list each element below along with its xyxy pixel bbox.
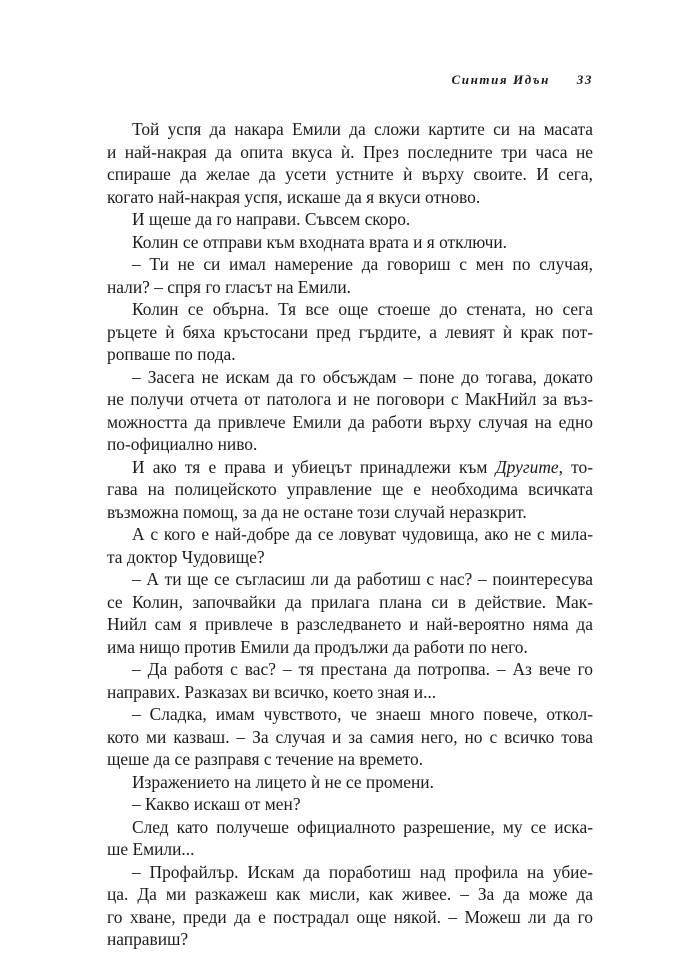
text-line: Той успя да накара Емили да сложи картите си на масата bbox=[132, 119, 593, 139]
text-line: ръцете ѝ бяха кръстосани пред гърдите, а левият ѝ крак пот- bbox=[107, 321, 593, 342]
text-line: не получи отчета от патолога и не поговори с МакНийл за въз- bbox=[107, 389, 593, 409]
text-line: – Да работя с вас? – тя престана да потропва. – Аз вече го bbox=[132, 659, 593, 679]
body-text bbox=[107, 118, 593, 951]
text-line: нали? – спря го гласът на Емили. bbox=[107, 276, 352, 297]
text-line: ропваше по пода. bbox=[107, 344, 236, 364]
text-line: – Профайлър. Искам да поработиш над профила на убие- bbox=[132, 861, 593, 882]
running-header bbox=[451, 72, 593, 88]
text-line: когато най-накрая успя, искаше да я вкуси отново. bbox=[107, 186, 481, 207]
text-line: След като получеше официалното разрешение, му се иска- bbox=[132, 816, 593, 837]
text-line: И щеше да го направи. Съвсем скоро. bbox=[132, 209, 411, 229]
text-line: и най-накрая да опита вкуса ѝ. През последните три часа не bbox=[107, 141, 593, 162]
page-number: 33 bbox=[576, 72, 593, 87]
text-line: има нищо против Емили да продължи да работи по него. bbox=[107, 636, 528, 657]
text-line: И ако тя е права и убиецът принадлежи към Другите, то- bbox=[132, 456, 593, 477]
text-line: направих. Разказах ви всичко, което зная и... bbox=[107, 681, 437, 702]
italic-word: Другите bbox=[495, 456, 559, 477]
text-line: кото ми казваш. – За случая и за самия него, но с всичко това bbox=[107, 726, 593, 747]
text-line: спираше да желае да усети устните ѝ върху своите. И сега, bbox=[107, 164, 593, 184]
text-line: възможна помощ, за да не остане този случай неразкрит. bbox=[107, 501, 527, 522]
text-line: гава на полицейското управление ще е необходима всичката bbox=[107, 479, 593, 499]
text-line: Изражението на лицето ѝ не се промени. bbox=[132, 771, 434, 792]
text-line: го хване, преди да е пострадал още някой. – Можеш ли да го bbox=[107, 906, 593, 927]
text-line: та доктор Чудовище? bbox=[107, 546, 265, 567]
header-author: Синтия Идън bbox=[451, 72, 550, 87]
text-line: – Ти не си имал намерение да говориш с мен по случая, bbox=[132, 254, 593, 274]
text-line: Нийл сам я привлече в разследването и най-вероятно няма да bbox=[107, 614, 593, 634]
text-line: ца. Да ми разкажеш как мисли, как живее. – За да може да bbox=[107, 884, 593, 904]
text-line: – Засега не искам да го обсъждам – поне до тогава, докато bbox=[132, 366, 593, 387]
text-line: – Сладка, имам чувството, че знаеш много повече, откол- bbox=[132, 704, 593, 724]
text-line: Колин се отправи към входната врата и я отключи. bbox=[132, 231, 508, 252]
text-line: по-официално ниво. bbox=[107, 434, 258, 454]
text-line: – Какво искаш от мен? bbox=[132, 794, 301, 814]
text-line: щеше да се разправя с течение на времето. bbox=[107, 749, 424, 769]
text-line: Колин се обърна. Тя все още стоеше до стената, но сега bbox=[132, 299, 593, 319]
text-line: се Колин, започвайки да прилага плана си в действие. Мак- bbox=[107, 591, 593, 612]
text-line: направиш? bbox=[107, 929, 189, 949]
text-line: – А ти ще се съгласиш ли да работиш с нас? – поинтересува bbox=[132, 569, 593, 589]
text-line: ше Емили... bbox=[107, 839, 195, 859]
text-line: А с кого е най-добре да се ловуват чудовища, ако не с мила- bbox=[132, 524, 593, 544]
text-line: можността да привлече Емили да работи върху случая на едно bbox=[107, 411, 593, 432]
